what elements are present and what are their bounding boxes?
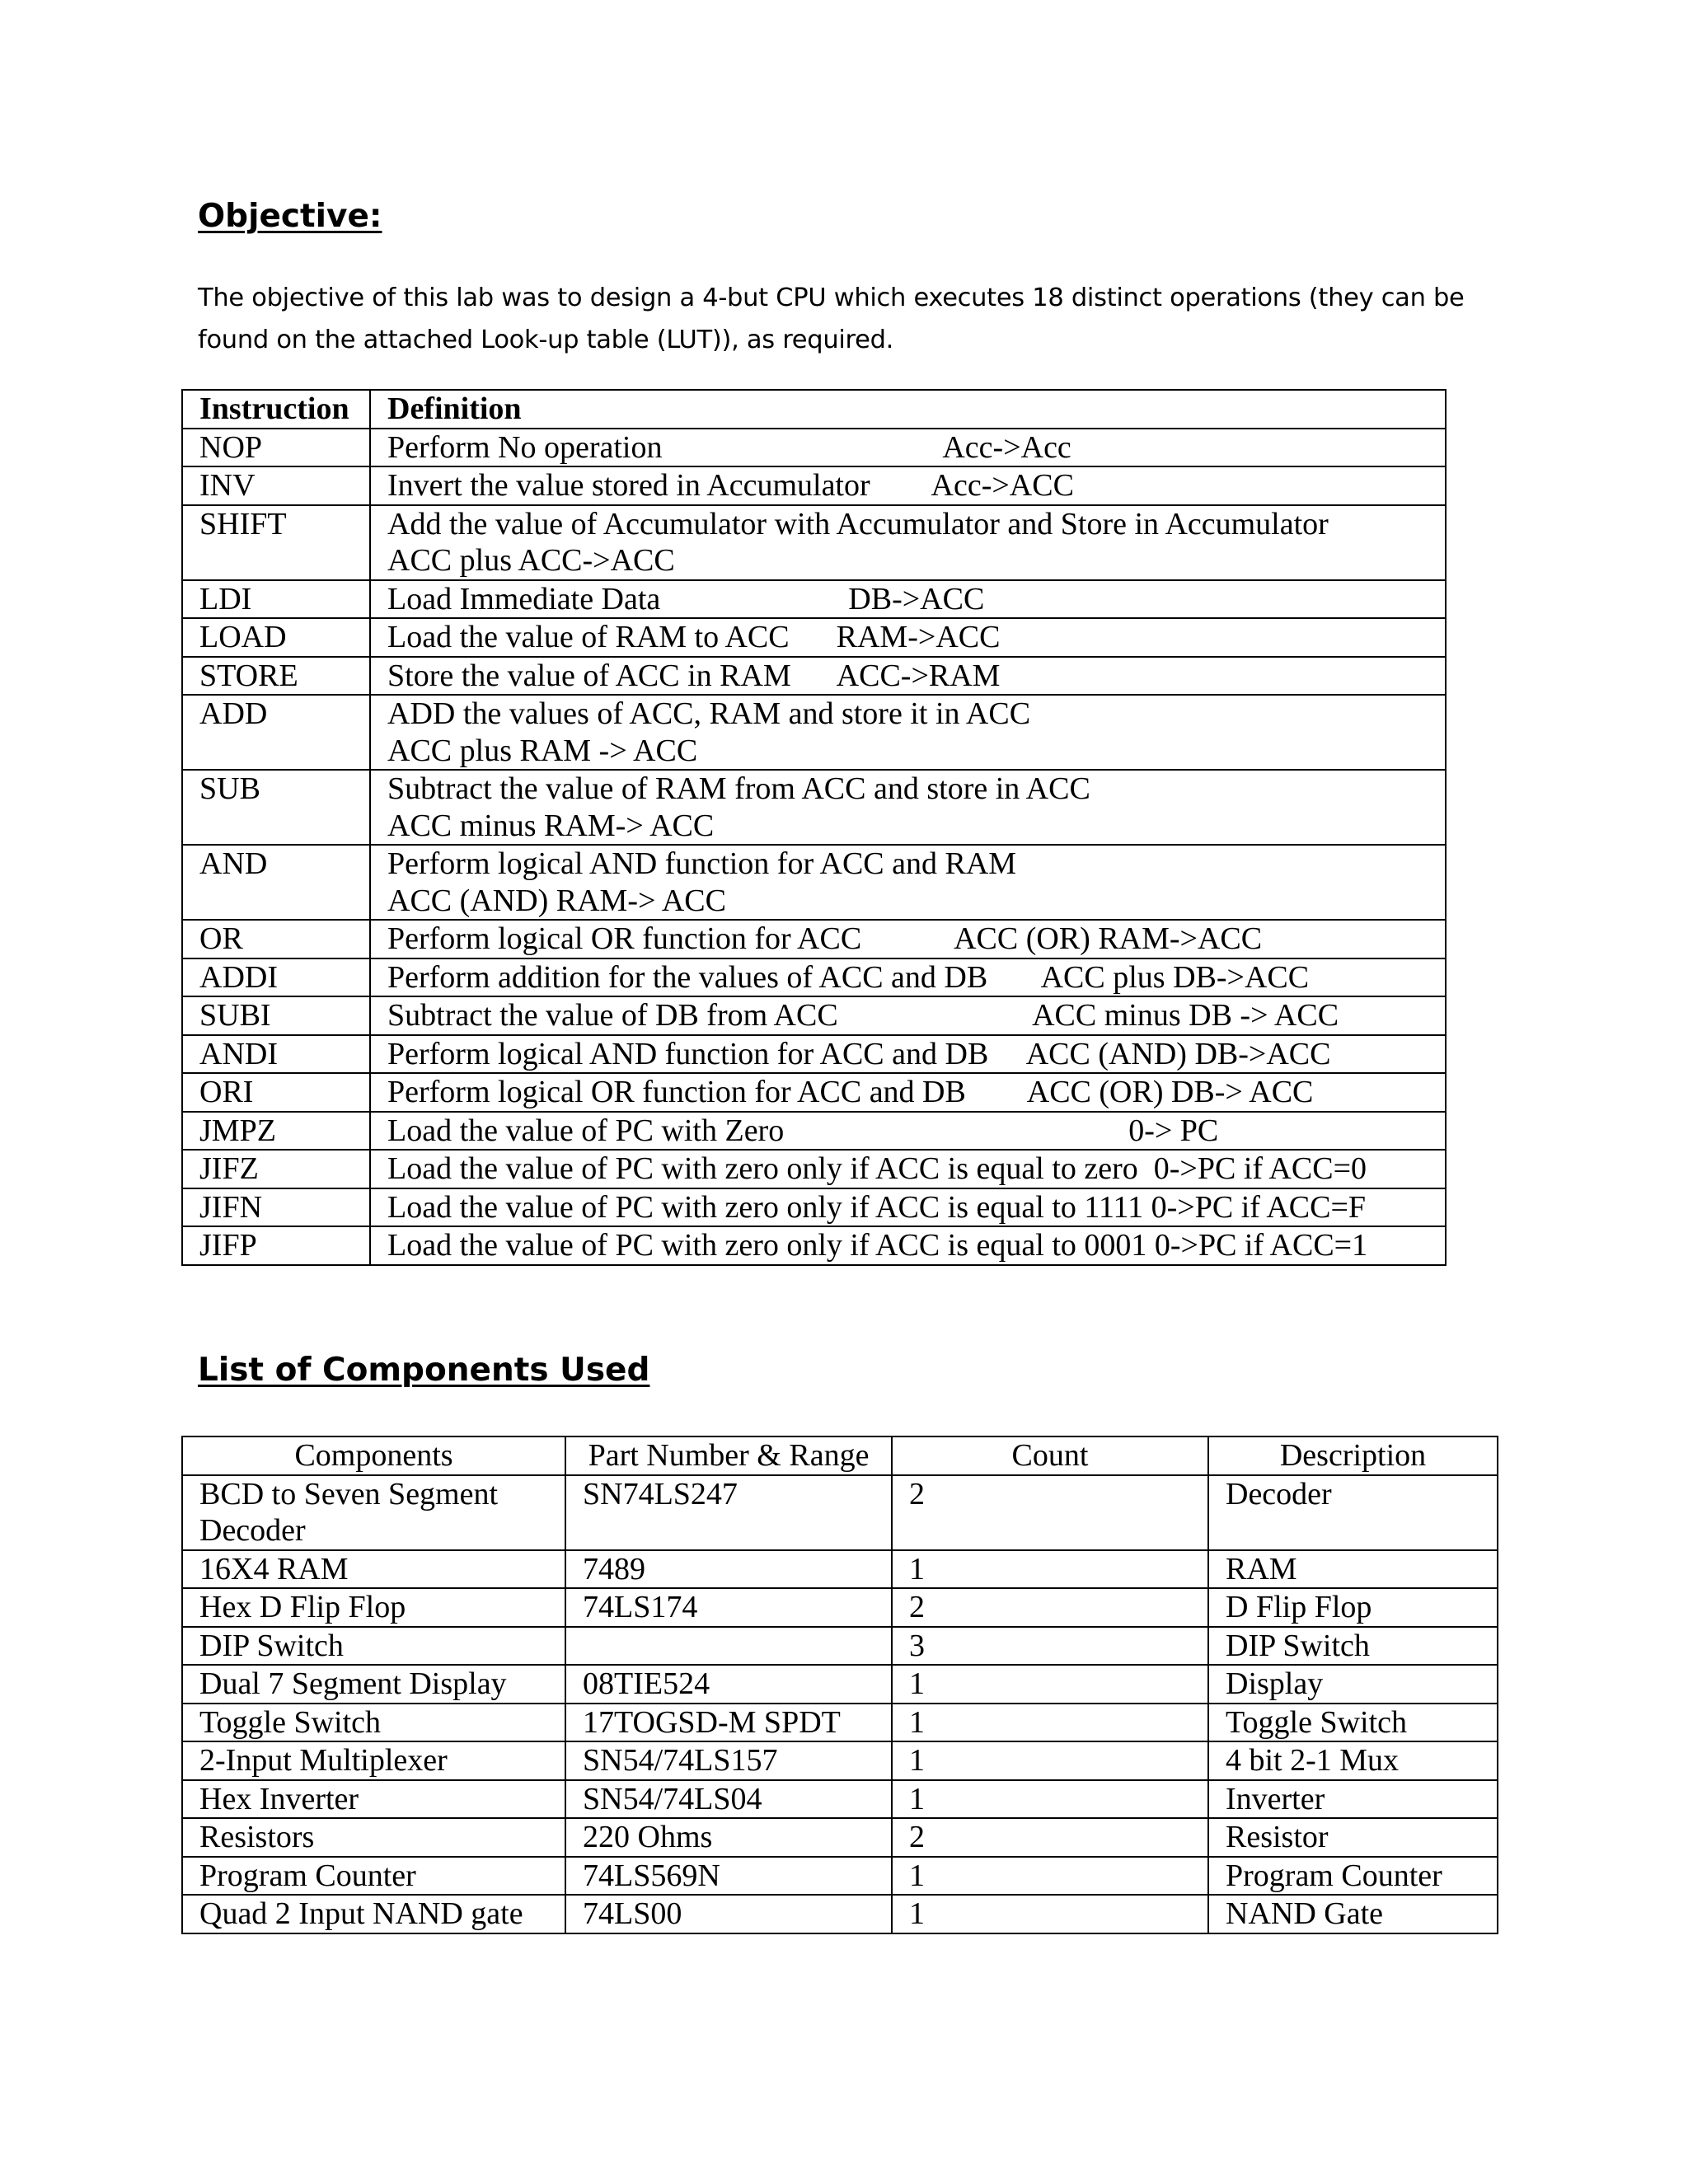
definition-line: Load the value of PC with zero only if ACC is equal to 1111 0->PC if ACC=F	[387, 1189, 1367, 1225]
definition-line: ACC plus ACC->ACC	[387, 543, 675, 578]
instruction-row	[182, 770, 1446, 845]
instruction-name: ORI	[182, 1073, 370, 1112]
component-name: 16X4 RAM	[182, 1550, 565, 1589]
definition-line: Perform logical OR function for ACC ACC (OR) RAM->ACC	[387, 921, 1263, 956]
instruction-definition	[370, 845, 1446, 920]
component-description: Display	[1208, 1665, 1498, 1704]
component-row	[182, 1818, 1498, 1857]
component-count: 1	[892, 1857, 1208, 1896]
component-description: 4 bit 2-1 Mux	[1208, 1741, 1498, 1780]
definition-line: Perform logical AND function for ACC and RAM	[387, 846, 1017, 881]
objective-paragraph: The objective of this lab was to design a 4-but CPU which executes 18 distinct operations (they can be found on the attached Look-up table (LUT)), as required.	[198, 284, 1465, 354]
instruction-row	[182, 1035, 1446, 1074]
component-name: Toggle Switch	[182, 1704, 565, 1742]
definition-line: Perform No operation Acc->Acc	[387, 429, 1071, 465]
component-name: Quad 2 Input NAND gate	[182, 1895, 565, 1933]
instruction-definition	[370, 1226, 1446, 1265]
definition-line: Load the value of RAM to ACC RAM->ACC	[387, 620, 1001, 654]
instruction-name: OR	[182, 920, 370, 958]
instruction-name: NOP	[182, 429, 370, 467]
instruction-definition	[370, 657, 1446, 696]
components-heading: List of Components Used	[198, 1352, 650, 1389]
component-description: D Flip Flop	[1208, 1588, 1498, 1627]
component-name: Dual 7 Segment Display	[182, 1665, 565, 1704]
header-components: Components	[182, 1436, 565, 1475]
part-number: SN54/74LS157	[565, 1741, 892, 1780]
instruction-name: ADD	[182, 695, 370, 770]
header-definition: Definition	[370, 390, 1446, 429]
component-name: Hex D Flip Flop	[182, 1588, 565, 1627]
instruction-row	[182, 1073, 1446, 1112]
instruction-row	[182, 1226, 1446, 1265]
instruction-name: SUB	[182, 770, 370, 845]
part-number: SN54/74LS04	[565, 1780, 892, 1819]
definition-line: Load the value of PC with zero only if ACC is equal to zero 0->PC if ACC=0	[387, 1151, 1367, 1186]
instruction-definition	[370, 618, 1446, 657]
component-description: Program Counter	[1208, 1857, 1498, 1896]
definition-line: Load the value of PC with Zero 0-> PC	[387, 1113, 1219, 1148]
component-count: 1	[892, 1704, 1208, 1742]
instruction-row	[182, 996, 1446, 1035]
component-description: DIP Switch	[1208, 1627, 1498, 1666]
instruction-row	[182, 845, 1446, 920]
component-count: 3	[892, 1627, 1208, 1666]
instruction-definition	[370, 1112, 1446, 1151]
component-row	[182, 1895, 1498, 1933]
header-description: Description	[1208, 1436, 1498, 1475]
instruction-name: STORE	[182, 657, 370, 696]
component-description: Toggle Switch	[1208, 1704, 1498, 1742]
definition-line: Perform addition for the values of ACC and DB ACC plus DB->ACC	[387, 959, 1310, 995]
component-row	[182, 1741, 1498, 1780]
instruction-definition	[370, 1035, 1446, 1074]
part-number: 08TIE524	[565, 1665, 892, 1704]
component-count: 2	[892, 1475, 1208, 1550]
part-number: 220 Ohms	[565, 1818, 892, 1857]
component-name: Program Counter	[182, 1857, 565, 1896]
definition-line: Store the value of ACC in RAM ACC->RAM	[387, 658, 1001, 693]
instruction-row	[182, 920, 1446, 958]
component-name: Hex Inverter	[182, 1780, 565, 1819]
instruction-name: INV	[182, 466, 370, 505]
components-table	[181, 1436, 1498, 1934]
instruction-definition	[370, 429, 1446, 467]
definition-line: Subtract the value of DB from ACC ACC minus DB -> ACC	[387, 998, 1339, 1033]
component-count: 2	[892, 1818, 1208, 1857]
component-row	[182, 1627, 1498, 1666]
instruction-row	[182, 657, 1446, 696]
instruction-definition	[370, 958, 1446, 997]
component-row	[182, 1665, 1498, 1704]
component-row	[182, 1857, 1498, 1896]
instruction-definition	[370, 996, 1446, 1035]
instruction-row	[182, 618, 1446, 657]
component-count: 1	[892, 1895, 1208, 1933]
definition-line: Add the value of Accumulator with Accumulator and Store in Accumulator	[387, 506, 1329, 541]
part-number: SN74LS247	[565, 1475, 892, 1550]
header-count: Count	[892, 1436, 1208, 1475]
component-count: 2	[892, 1588, 1208, 1627]
instruction-definition	[370, 1073, 1446, 1112]
component-description: NAND Gate	[1208, 1895, 1498, 1933]
instruction-row	[182, 695, 1446, 770]
instruction-table	[181, 389, 1447, 1266]
component-row	[182, 1588, 1498, 1627]
definition-line: Load Immediate Data DB->ACC	[387, 581, 985, 616]
objective-heading: Objective:	[198, 198, 382, 235]
component-description: Inverter	[1208, 1780, 1498, 1819]
part-number: 17TOGSD-M SPDT	[565, 1704, 892, 1742]
instruction-name: AND	[182, 845, 370, 920]
component-description: RAM	[1208, 1550, 1498, 1589]
definition-line: Perform logical OR function for ACC and DB ACC (OR) DB-> ACC	[387, 1075, 1314, 1109]
header-part-number: Part Number & Range	[565, 1436, 892, 1475]
instruction-definition	[370, 466, 1446, 505]
instruction-name: JMPZ	[182, 1112, 370, 1151]
instruction-definition	[370, 1188, 1446, 1227]
definition-line: ADD the values of ACC, RAM and store it in ACC	[387, 696, 1031, 731]
instruction-row	[182, 505, 1446, 580]
part-number: 74LS00	[565, 1895, 892, 1933]
header-instruction: Instruction	[182, 390, 370, 429]
part-number: 74LS174	[565, 1588, 892, 1627]
component-name: 2-Input Multiplexer	[182, 1741, 565, 1780]
instruction-definition	[370, 580, 1446, 619]
instruction-definition	[370, 920, 1446, 958]
instruction-name: JIFP	[182, 1226, 370, 1265]
instruction-table-header	[182, 390, 1446, 429]
instruction-definition	[370, 695, 1446, 770]
component-row	[182, 1475, 1498, 1550]
component-count: 1	[892, 1665, 1208, 1704]
instruction-definition	[370, 505, 1446, 580]
component-count: 1	[892, 1550, 1208, 1589]
definition-line: Subtract the value of RAM from ACC and store in ACC	[387, 771, 1090, 806]
instruction-name: JIFZ	[182, 1150, 370, 1188]
component-row	[182, 1704, 1498, 1742]
instruction-row	[182, 1112, 1446, 1151]
part-number	[565, 1627, 892, 1666]
instruction-name: JIFN	[182, 1188, 370, 1227]
instruction-row	[182, 1188, 1446, 1227]
part-number: 74LS569N	[565, 1857, 892, 1896]
definition-line: Perform logical AND function for ACC and DB ACC (AND) DB->ACC	[387, 1036, 1331, 1071]
instruction-row	[182, 958, 1446, 997]
component-description: Decoder	[1208, 1475, 1498, 1550]
instruction-definition	[370, 770, 1446, 845]
definition-line: ACC minus RAM-> ACC	[387, 808, 715, 843]
component-description: Resistor	[1208, 1818, 1498, 1857]
component-row	[182, 1550, 1498, 1589]
instruction-row	[182, 429, 1446, 467]
part-number: 7489	[565, 1550, 892, 1589]
instruction-name: ANDI	[182, 1035, 370, 1074]
component-row	[182, 1780, 1498, 1819]
instruction-definition	[370, 1150, 1446, 1188]
component-name: DIP Switch	[182, 1627, 565, 1666]
instruction-name: ADDI	[182, 958, 370, 997]
instruction-name: LOAD	[182, 618, 370, 657]
definition-line: Invert the value stored in Accumulator Acc->ACC	[387, 468, 1074, 503]
definition-line: ACC plus RAM -> ACC	[387, 733, 698, 768]
instruction-name: SUBI	[182, 996, 370, 1035]
component-name: Resistors	[182, 1818, 565, 1857]
instruction-name: SHIFT	[182, 505, 370, 580]
instruction-row	[182, 580, 1446, 619]
component-count: 1	[892, 1741, 1208, 1780]
definition-line: Load the value of PC with zero only if ACC is equal to 0001 0->PC if ACC=1	[387, 1228, 1368, 1263]
instruction-row	[182, 466, 1446, 505]
instruction-row	[182, 1150, 1446, 1188]
components-table-header	[182, 1436, 1498, 1475]
definition-line: ACC (AND) RAM-> ACC	[387, 883, 726, 918]
component-name: BCD to Seven Segment Decoder	[182, 1475, 565, 1550]
instruction-name: LDI	[182, 580, 370, 619]
component-count: 1	[892, 1780, 1208, 1819]
